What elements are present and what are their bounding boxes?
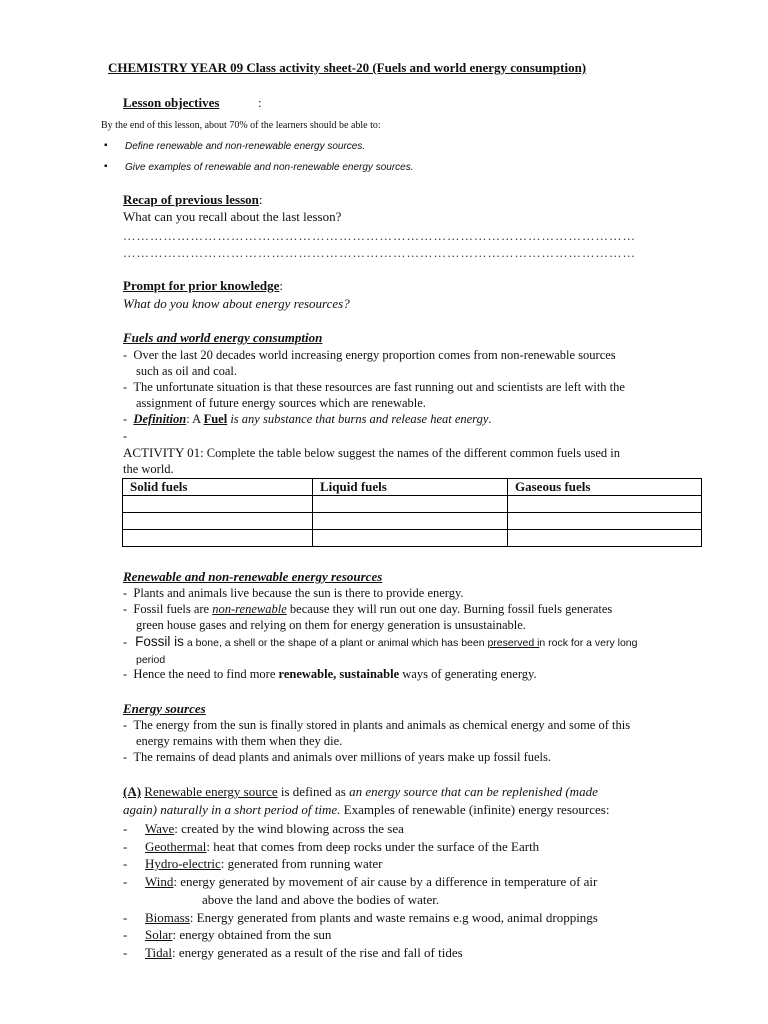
answer-line[interactable]: ……………………………………………………………………………………………………	[123, 229, 636, 243]
renewable-bullet-1: - Plants and animals live because the sun is there to provide energy.	[123, 586, 464, 600]
answer-cell[interactable]	[508, 530, 702, 547]
empty-dash: -	[123, 429, 128, 443]
fossil-definition-cont: period	[136, 654, 166, 666]
fuels-table	[122, 478, 702, 547]
colon: :	[258, 95, 262, 110]
table-header: Liquid fuels	[313, 479, 508, 496]
energy-sources-heading: Energy sources	[123, 701, 206, 716]
table-header: Solid fuels	[123, 479, 313, 496]
answer-cell[interactable]	[508, 513, 702, 530]
table-row	[123, 513, 702, 530]
list-item-cont: above the land and above the bodies of water.	[202, 892, 440, 907]
objective-item: Define renewable and non-renewable energy sources.	[125, 141, 366, 152]
renewable-definition-cont: again) naturally in a short period of time. Examples of renewable (infinite) energy resources:	[123, 802, 610, 817]
fossil-definition: - Fossil is a bone, a shell or the shape of a plant or animal which has been preserved in rock for a very long	[123, 634, 638, 649]
page-title: CHEMISTRY YEAR 09 Class activity sheet-20 (Fuels and world energy consumption)	[108, 60, 587, 75]
list-item: - Geothermal: heat that comes from deep rocks under the surface of the Earth	[123, 839, 540, 854]
fuels-bullet-2: - The unfortunate situation is that these resources are fast running out and scientists are left with the	[123, 380, 625, 394]
answer-cell[interactable]	[313, 496, 508, 513]
bullet-icon: ▪	[104, 140, 108, 151]
fuels-heading: Fuels and world energy consumption	[123, 330, 323, 345]
table-row	[123, 530, 702, 547]
answer-cell[interactable]	[123, 513, 313, 530]
fuels-bullet-2-cont: assignment of future energy sources which are renewable.	[136, 396, 426, 410]
objectives-heading: Lesson objectives	[123, 95, 220, 110]
bullet-icon: ▪	[104, 161, 108, 172]
table-header-row	[123, 479, 702, 496]
table-row	[123, 496, 702, 513]
renewable-bullet-2: - Fossil fuels are non-renewable because they will run out one day. Burning fossil fuels generates	[123, 602, 613, 616]
list-item: - Biomass: Energy generated from plants and waste remains e.g wood, animal droppings	[123, 910, 598, 925]
answer-line[interactable]: ……………………………………………………………………………………………………	[123, 246, 636, 260]
renewable-bullet-2-cont: green house gases and relying on them for energy generation is unsustainable.	[136, 618, 526, 632]
objectives-intro: By the end of this lesson, about 70% of the learners should be able to:	[101, 120, 381, 131]
renewable-definition: (A) Renewable energy source is defined as an energy source that can be replenished (made	[123, 784, 598, 799]
fuels-bullet-1-cont: such as oil and coal.	[136, 364, 238, 378]
table-header: Gaseous fuels	[508, 479, 702, 496]
renewable-heading: Renewable and non-renewable energy resources	[123, 569, 383, 584]
recap-heading: Recap of previous lesson:	[123, 192, 263, 207]
list-item: - Solar: energy obtained from the sun	[123, 927, 332, 942]
answer-cell[interactable]	[313, 530, 508, 547]
list-item: - Tidal: energy generated as a result of the rise and fall of tides	[123, 945, 463, 960]
activity-instruction: ACTIVITY 01: Complete the table below suggest the names of the different common fuels used in	[123, 445, 620, 460]
answer-cell[interactable]	[123, 496, 313, 513]
answer-cell[interactable]	[508, 496, 702, 513]
list-item: - Wind: energy generated by movement of air cause by a difference in temperature of air	[123, 874, 598, 889]
list-item: - Hydro-electric: generated from running water	[123, 856, 383, 871]
sources-bullet-1-cont: energy remains with them when they die.	[136, 734, 343, 748]
fuels-bullet-1: - Over the last 20 decades world increasing energy proportion comes from non-renewable sources	[123, 348, 616, 362]
activity-instruction-cont: the world.	[123, 462, 174, 476]
prompt-heading: Prompt for prior knowledge:	[123, 278, 283, 293]
recap-question: What can you recall about the last lesson?	[123, 209, 342, 224]
fuel-definition: - Definition: A Fuel is any substance that burns and release heat energy.	[123, 412, 492, 426]
list-item: - Wave: created by the wind blowing across the sea	[123, 821, 404, 836]
answer-cell[interactable]	[313, 513, 508, 530]
sources-bullet-2: - The remains of dead plants and animals over millions of years make up fossil fuels.	[123, 750, 552, 764]
objective-item: Give examples of renewable and non-renewable energy sources.	[125, 162, 414, 173]
answer-cell[interactable]	[123, 530, 313, 547]
prompt-question: What do you know about energy resources?	[123, 296, 350, 311]
renewable-bullet-4: - Hence the need to find more renewable, sustainable ways of generating energy.	[123, 667, 537, 681]
sources-bullet-1: - The energy from the sun is finally stored in plants and animals as chemical energy and some of this	[123, 718, 631, 732]
